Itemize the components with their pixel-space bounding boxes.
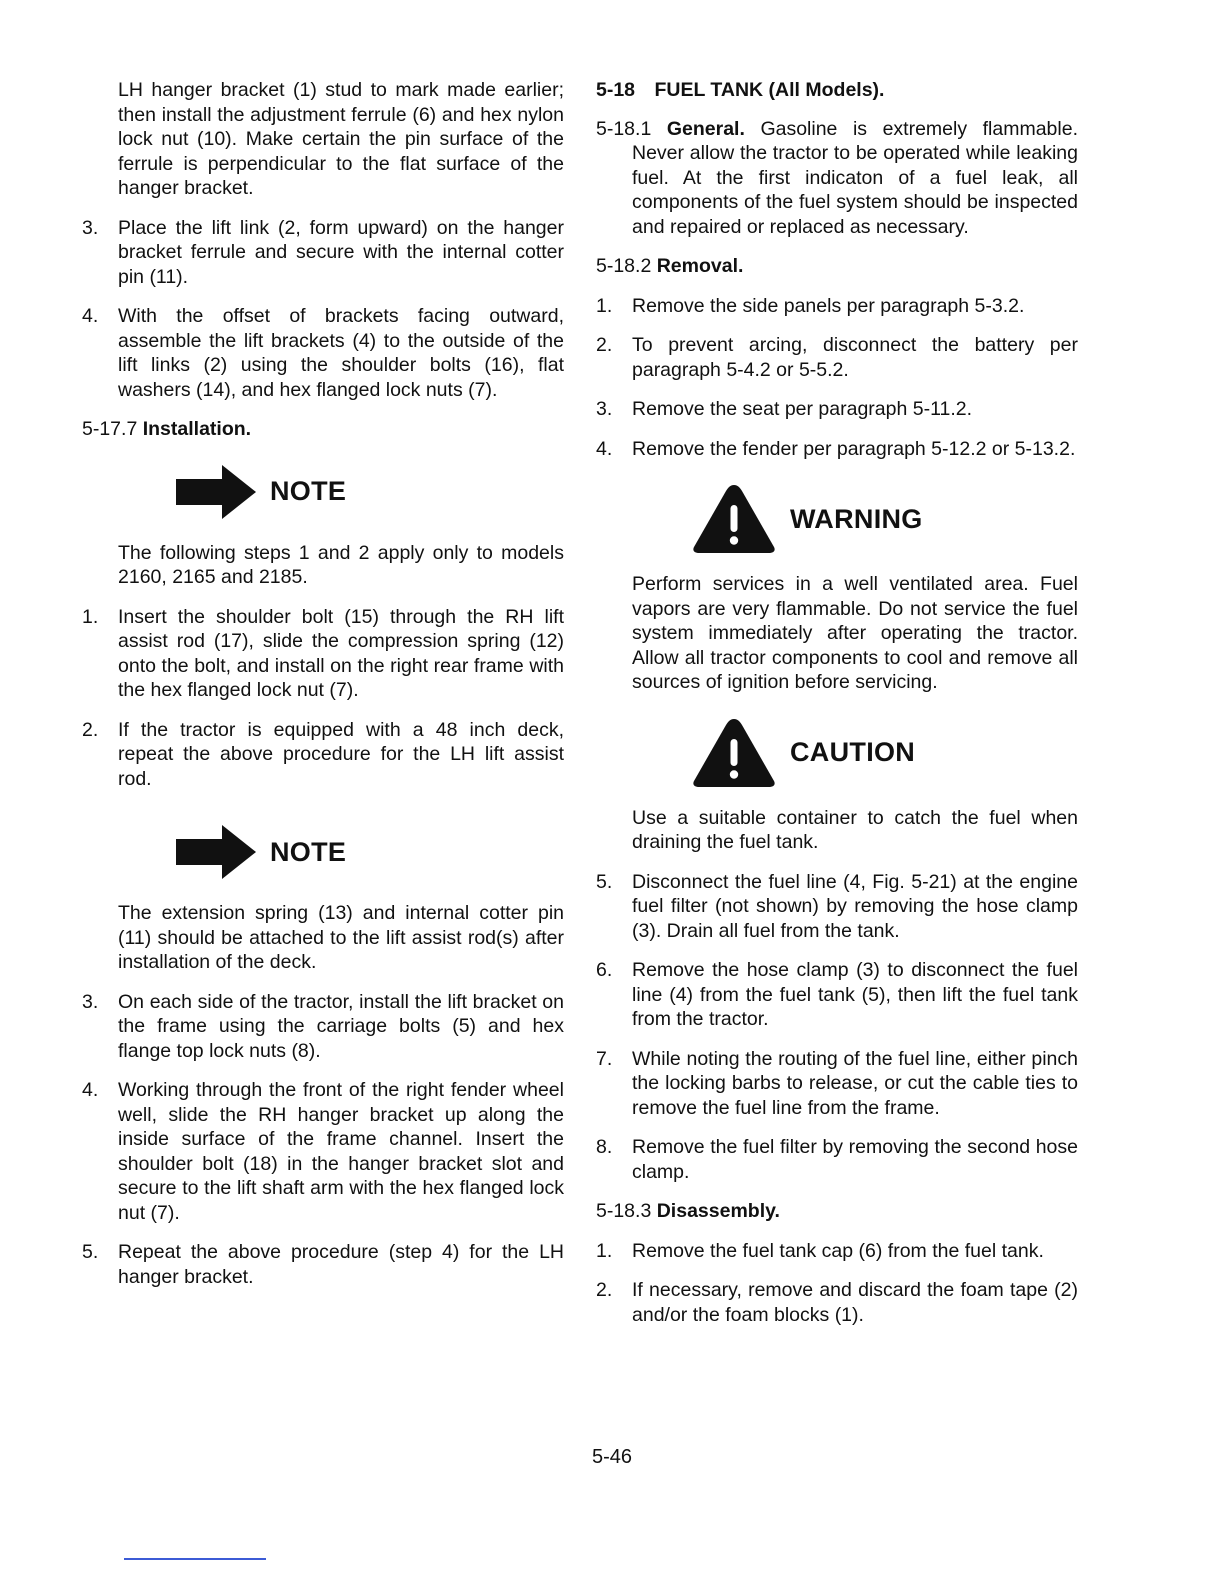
subsection-heading-removal xyxy=(596,254,1078,279)
item-text: If the tractor is equipped with a 48 inch deck, repeat the above procedure for the LH lift assist rod. xyxy=(118,718,564,790)
note-label: NOTE xyxy=(270,476,347,507)
list-item xyxy=(596,1047,1078,1121)
list-item xyxy=(596,958,1078,1032)
note-text: The extension spring (13) and internal cotter pin (11) should be attached to the lift assist rod(s) after installation of the deck. xyxy=(118,902,564,973)
list-item xyxy=(82,216,564,290)
item-text: To prevent arcing, disconnect the battery per paragraph 5-4.2 or 5-5.2. xyxy=(632,334,1078,381)
general-paragraph xyxy=(596,117,1078,240)
arrow-right-icon xyxy=(176,825,256,879)
warning-triangle-icon xyxy=(692,483,776,555)
section-number: 5-18 xyxy=(596,79,636,101)
list-item xyxy=(596,437,1078,462)
caution-text: Use a suitable container to catch the fuel when draining the fuel tank. xyxy=(632,806,1078,853)
page-number: 5-46 xyxy=(591,1446,633,1468)
list-item xyxy=(82,990,564,1064)
list-item xyxy=(596,294,1078,319)
warning-text: Perform services in a well ventilated area. Fuel vapors are very flammable. Do not service the fuel system immediately after operating the tractor. Allow all tractor components to cool and remove all sources of ignition before servicing. xyxy=(632,573,1078,693)
item-number: 2. xyxy=(82,718,99,741)
list-item xyxy=(596,397,1078,422)
item-number: 7. xyxy=(596,1047,613,1070)
note-callout xyxy=(82,457,564,527)
item-text: Remove the hose clamp (3) to disconnect the fuel line (4) from the fuel tank (5), then lift the fuel tank from the tractor. xyxy=(632,959,1078,1030)
item-number: 8. xyxy=(596,1136,613,1158)
item-number: 1. xyxy=(596,294,613,317)
list-item xyxy=(82,304,564,402)
item-text: If necessary, remove and discard the foam tape (2) and/or the foam blocks (1). xyxy=(632,1279,1078,1326)
subsection-heading-installation xyxy=(82,417,564,442)
continued-paragraph: LH hanger bracket (1) stud to mark made earlier; then install the adjustment ferrule (6) and hex nylon lock nut (10). Make certain the pin surface of the ferrule is perpendicular to the flat surface of the hanger bracket. xyxy=(118,79,564,199)
item-text: Remove the fuel tank cap (6) from the fuel tank. xyxy=(632,1239,1044,1262)
section-heading xyxy=(596,78,1078,103)
item-number: 2. xyxy=(596,334,613,356)
item-number: 1. xyxy=(82,605,99,628)
arrow-right-icon xyxy=(176,465,256,519)
item-text: While noting the routing of the fuel line, either pinch the locking barbs to release, or cut the cable ties to remove the fuel line from the frame. xyxy=(632,1047,1078,1119)
item-number: 3. xyxy=(82,216,99,239)
item-number: 3. xyxy=(82,990,99,1013)
list-item xyxy=(596,1135,1078,1184)
item-text: Repeat the above procedure (step 4) for the LH hanger bracket. xyxy=(118,1241,564,1288)
item-number: 6. xyxy=(596,959,613,981)
subsection-label: Disassembly. xyxy=(656,1200,780,1222)
warning-callout xyxy=(596,476,1078,562)
list-item xyxy=(596,333,1078,382)
subsection-label: Installation. xyxy=(142,418,252,440)
list-item xyxy=(82,1078,564,1225)
item-number: 5. xyxy=(82,1241,99,1263)
general-body: Gasoline is extremely flammable. Never allow the tractor to be operated while leaking fuel. At the first indicaton of a fuel leak, all components of the fuel system should be inspected and repaired or replaced as necessary. xyxy=(632,117,1078,238)
right-column xyxy=(596,78,1078,1342)
note-label: NOTE xyxy=(270,836,347,867)
subsection-number: 5-18.3 xyxy=(596,1200,652,1222)
note-callout xyxy=(82,817,564,887)
list-item xyxy=(82,1240,564,1289)
item-number: 5. xyxy=(596,870,613,893)
item-number: 4. xyxy=(596,437,613,460)
list-item xyxy=(82,718,564,792)
subsection-number: 5-18.2 xyxy=(596,255,652,277)
item-number: 1. xyxy=(596,1239,613,1262)
subsection-label: Removal. xyxy=(656,255,744,277)
list-item xyxy=(596,870,1078,944)
left-column xyxy=(82,78,564,1304)
subsection-heading-disassembly xyxy=(596,1199,1078,1224)
list-item xyxy=(596,1278,1078,1327)
item-text: Insert the shoulder bolt (15) through the RH lift assist rod (17), slide the compression spring (12) onto the bolt, and install on the right rear frame with the hex flanged lock nut (7). xyxy=(118,605,564,701)
item-text: Remove the fender per paragraph 5-12.2 or 5-13.2. xyxy=(632,437,1076,460)
subsection-label: General. xyxy=(666,117,745,140)
item-number: 3. xyxy=(596,398,613,420)
item-text: Remove the seat per paragraph 5-11.2. xyxy=(632,398,973,420)
item-text: Working through the front of the right fender wheel well, slide the RH hanger bracket up along the inside surface of the frame channel. Insert the shoulder bolt (18) in the hanger bracket slot and secure to the lift shaft arm with the hex flanged lock nut (7). xyxy=(118,1079,564,1224)
list-item xyxy=(596,1239,1078,1264)
section-title: FUEL TANK (All Models). xyxy=(654,79,885,101)
subsection-number: 5-17.7 xyxy=(82,418,138,440)
general-text xyxy=(596,117,1078,240)
item-number: 2. xyxy=(596,1279,613,1301)
item-text: Place the lift link (2, form upward) on the hanger bracket ferrule and secure with the internal cotter pin (11). xyxy=(118,216,564,288)
caution-triangle-icon xyxy=(692,717,776,789)
caution-callout xyxy=(596,710,1078,796)
item-number: 4. xyxy=(82,305,99,327)
item-text: Remove the side panels per paragraph 5-3.2. xyxy=(632,294,1025,317)
subsection-number: 5-18.1 xyxy=(596,117,652,140)
item-text: Remove the fuel filter by removing the second hose clamp. xyxy=(632,1136,1078,1183)
warning-label: WARNING xyxy=(790,503,923,534)
item-number: 4. xyxy=(82,1079,99,1101)
item-text: On each side of the tractor, install the lift bracket on the frame using the carriage bolts (5) and hex flange top lock nuts (8). xyxy=(118,990,564,1062)
caution-label: CAUTION xyxy=(790,737,916,768)
footer-rule xyxy=(124,1558,266,1560)
note-text: The following steps 1 and 2 apply only to models 2160, 2165 and 2185. xyxy=(118,541,564,588)
item-text: With the offset of brackets facing outward, assemble the lift brackets (4) to the outside of the lift links (2) using the shoulder bolts (16), flat washers (14), and hex flanged lock nuts (7). xyxy=(118,305,564,401)
item-text: Disconnect the fuel line (4, Fig. 5-21) at the engine fuel filter (not shown) by removing the hose clamp (3). Drain all fuel from the tank. xyxy=(632,870,1078,942)
list-item xyxy=(82,605,564,703)
